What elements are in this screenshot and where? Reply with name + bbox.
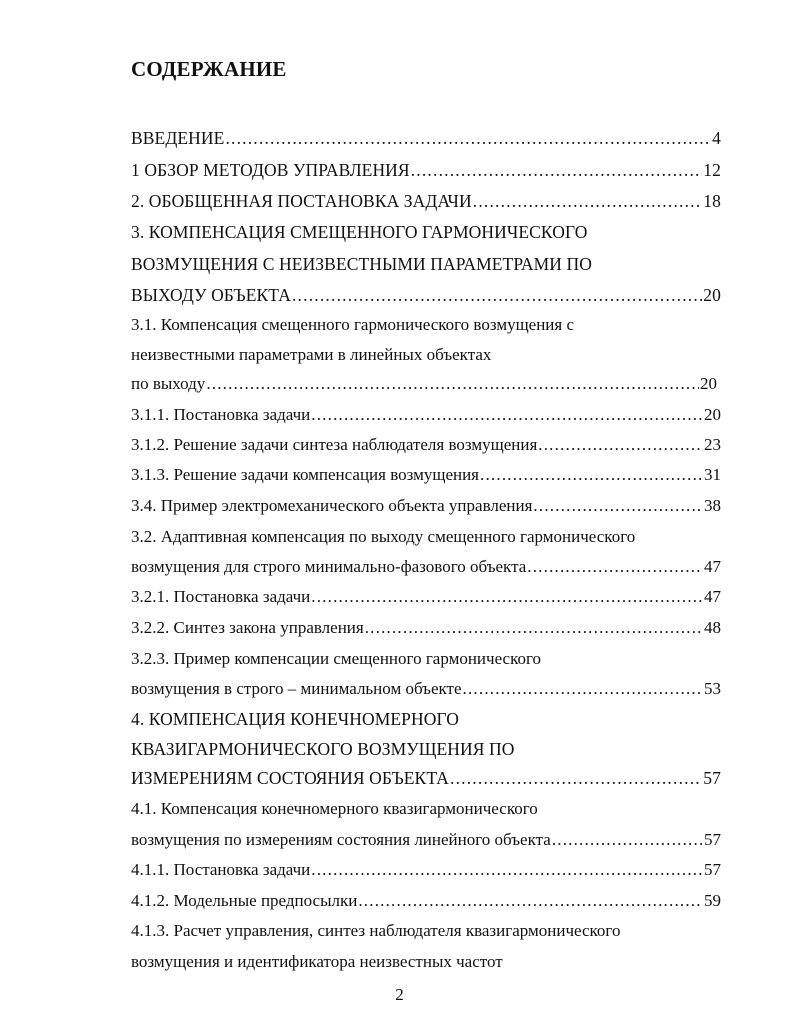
toc-entry-title: возмущения для строго минимально-фазового объекта <box>131 557 527 576</box>
dot-leader <box>411 158 703 182</box>
toc-entry-3-2 <box>131 555 721 579</box>
page-title: СОДЕРЖАНИЕ <box>131 57 287 81</box>
toc-entry-title: 3.4. Пример электромеханического объекта управления <box>131 496 533 515</box>
toc-page-number: 20 <box>703 285 721 305</box>
toc-entry-title-line: 3.1. Компенсация смещенного гармонического возмущения с <box>131 315 575 334</box>
toc-entry-title-line: 4. КОМПЕНСАЦИЯ КОНЕЧНОМЕРНОГО <box>131 709 459 729</box>
toc-entry-3-2-2 <box>131 616 721 640</box>
toc-entry-title: ВЫХОДУ ОБЪЕКТА <box>131 285 291 305</box>
toc-entry-3-2-3 <box>131 677 721 701</box>
dot-leader <box>538 433 703 457</box>
toc-entry-title-line: 4.1.3. Расчет управления, синтез наблюдателя квазигармонического <box>131 921 621 940</box>
toc-entry-title: ИЗМЕРЕНИЯМ СОСТОЯНИЯ ОБЪЕКТА <box>131 768 449 788</box>
dot-leader <box>463 677 703 701</box>
toc-entry-chapter-2 <box>131 189 721 213</box>
toc-entry-3-2-1 <box>131 585 721 609</box>
toc-entry-3-2-line-1 <box>131 525 721 549</box>
toc-page-number: 38 <box>704 496 721 515</box>
dot-leader <box>552 828 703 852</box>
toc-page-number: 20 <box>704 405 721 424</box>
toc-page-number: 57 <box>704 860 721 879</box>
toc-page-number: 47 <box>704 587 721 606</box>
toc-entry-title: возмущения и идентификатора неизвестных частот <box>131 952 503 971</box>
dot-leader <box>473 189 703 213</box>
dot-leader <box>358 889 703 913</box>
toc-entry-4-1 <box>131 828 721 852</box>
toc-page-number: 53 <box>704 679 721 698</box>
toc-entry-chapter-3-line-1 <box>131 220 721 244</box>
toc-entry-chapter-3-line-2 <box>131 252 721 276</box>
toc-entry-3-1-1 <box>131 403 721 427</box>
toc-entry-3-1-3 <box>131 463 721 487</box>
toc-entry-chapter-1 <box>131 158 721 182</box>
toc-page-number: 12 <box>703 160 721 180</box>
toc-page-number: 47 <box>704 557 721 576</box>
toc-entry-4-1-2 <box>131 889 721 913</box>
toc-entry-title: 3.1.3. Решение задачи компенсация возмущения <box>131 465 480 484</box>
toc-page-number: 4 <box>712 128 721 148</box>
dot-leader <box>365 616 703 640</box>
toc-entry-title: 2. ОБОБЩЕННАЯ ПОСТАНОВКА ЗАДАЧИ <box>131 191 472 211</box>
toc-page-number: 48 <box>704 618 721 637</box>
toc-page-number: 57 <box>704 830 721 849</box>
toc-entry-title: 3.2.2. Синтез закона управления <box>131 618 364 637</box>
toc-entry-3-4 <box>131 494 721 518</box>
toc-entry-title-line: 3.2. Адаптивная компенсация по выходу смещенного гармонического <box>131 527 636 546</box>
dot-leader <box>311 858 703 882</box>
page-number: 2 <box>395 985 404 1004</box>
toc-entry-title: 3.1.2. Решение задачи синтеза наблюдателя возмущения <box>131 435 538 454</box>
toc-entry-title: 3.2.1. Постановка задачи <box>131 587 311 606</box>
dot-leader <box>206 372 699 396</box>
toc-entry-title-line: 3.2.3. Пример компенсации смещенного гармонического <box>131 649 542 668</box>
toc-entry-title: 3.1.1. Постановка задачи <box>131 405 311 424</box>
toc-entry-title: 4.1.2. Модельные предпосылки <box>131 891 358 910</box>
toc-entry-3-1-line-1 <box>131 313 721 337</box>
toc-entry-chapter-3 <box>131 283 721 307</box>
toc-entry-title-line: неизвестными параметрами в линейных объектах <box>131 345 492 364</box>
toc-page-number: 18 <box>703 191 721 211</box>
toc-page-number: 59 <box>704 891 721 910</box>
toc-entry-3-1-2 <box>131 433 721 457</box>
toc-entry-intro <box>131 126 721 150</box>
dot-leader <box>292 283 702 307</box>
toc-entry-title-line: 3. КОМПЕНСАЦИЯ СМЕЩЕННОГО ГАРМОНИЧЕСКОГО <box>131 222 588 242</box>
toc-entry-title-line: 4.1. Компенсация конечномерного квазигармонического <box>131 799 538 818</box>
toc-page-number: 23 <box>704 435 721 454</box>
toc-entry-3-1-line-2 <box>131 343 721 367</box>
dot-leader <box>480 463 703 487</box>
toc-entry-4-1-3 <box>131 950 721 974</box>
toc-entry-title-line: ВОЗМУЩЕНИЯ С НЕИЗВЕСТНЫМИ ПАРАМЕТРАМИ ПО <box>131 254 592 274</box>
dot-leader <box>450 766 702 790</box>
dot-leader <box>527 555 703 579</box>
toc-entry-title: возмущения в строго – минимальном объекте <box>131 679 462 698</box>
toc-entry-3-1 <box>131 372 717 396</box>
toc-entry-3-2-3-line-1 <box>131 647 721 671</box>
toc-entry-4-1-3-line-1 <box>131 919 721 943</box>
toc-entry-4-1-line-1 <box>131 797 721 821</box>
toc-page-number: 57 <box>703 768 721 788</box>
dot-leader <box>311 585 703 609</box>
dot-leader <box>311 403 703 427</box>
toc-page-number: 20 <box>700 374 717 393</box>
toc-entry-chapter-4-line-2 <box>131 737 721 761</box>
toc-entry-4-1-1 <box>131 858 721 882</box>
toc-entry-chapter-4 <box>131 766 721 790</box>
toc-entry-title: ВВЕДЕНИЕ <box>131 128 225 148</box>
toc-entry-title-line: КВАЗИГАРМОНИЧЕСКОГО ВОЗМУЩЕНИЯ ПО <box>131 739 515 759</box>
toc-entry-title: 4.1.1. Постановка задачи <box>131 860 311 879</box>
dot-leader <box>225 126 711 150</box>
toc-page-number: 31 <box>704 465 721 484</box>
toc-entry-title: по выходу <box>131 374 206 393</box>
toc-entry-title: 1 ОБЗОР МЕТОДОВ УПРАВЛЕНИЯ <box>131 160 410 180</box>
toc-entry-title: возмущения по измерениям состояния линейного объекта <box>131 830 551 849</box>
toc-entry-chapter-4-line-1 <box>131 707 721 731</box>
dot-leader <box>533 494 703 518</box>
